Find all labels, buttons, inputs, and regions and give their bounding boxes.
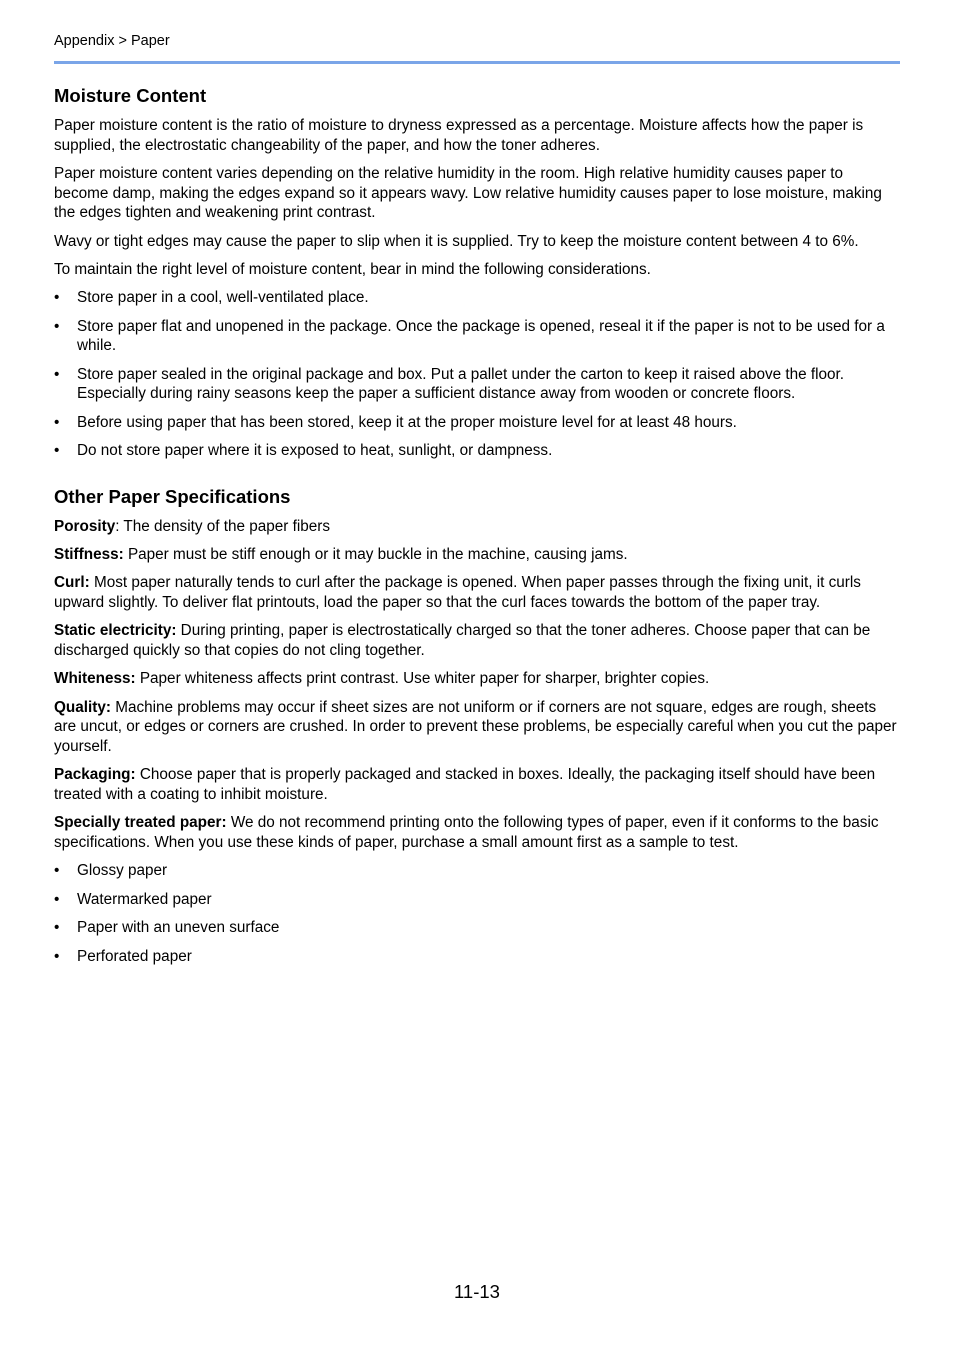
spec-specially-treated	[54, 813, 900, 852]
spec-text: : The density of the paper fibers	[115, 517, 331, 535]
list-item-text: Store paper sealed in the original package and box. Put a pallet under the carton to keep it raised above the floor. Especially during rainy seasons keep the paper a sufficient distance away from wooden or concrete floors.	[77, 365, 845, 403]
list-item-text: Before using paper that has been stored, keep it at the proper moisture level for at least 48 hours.	[77, 413, 737, 431]
list-item-text: Do not store paper where it is exposed to heat, sunlight, or dampness.	[77, 442, 553, 460]
spec-text: Choose paper that is properly packaged and stacked in boxes. Ideally, the packaging itself should have been treated with a coating to inhibit moisture.	[54, 766, 876, 803]
spec-term: Quality:	[54, 698, 111, 716]
list-item-text: Store paper flat and unopened in the package. Once the package is opened, reseal it if the paper is not to be used for a while.	[77, 317, 885, 355]
spec-text: Paper must be stiff enough or it may buckle in the machine, causing jams.	[123, 546, 628, 564]
paragraph: Paper moisture content varies depending on the relative humidity in the room. High relative humidity causes paper to become damp, making the edges expand so it appears wavy. Low relative humidity causes paper to lose moisture, making the edges tighten and weakening print contrast.	[54, 164, 882, 222]
spec-term: Static electricity:	[54, 622, 177, 640]
spec-quality	[54, 698, 900, 757]
page-number: 11-13	[454, 1281, 500, 1302]
list-item	[54, 413, 900, 433]
spec-text: During printing, paper is electrostatically charged so that the toner adheres. Choose paper that can be discharged quickly so that copies do not cling together.	[54, 622, 871, 660]
spec-packaging	[54, 765, 900, 804]
spec-term: Packaging:	[54, 766, 136, 784]
paragraph: Paper moisture content is the ratio of moisture to dryness expressed as a percentage. Moisture affects how the paper is supplied, the electrostatic changeability of the paper, and how the toner adheres.	[54, 117, 864, 154]
spec-term: Specially treated paper:	[54, 814, 227, 832]
bullet-glyph: •	[54, 862, 60, 880]
list-item	[54, 288, 900, 308]
spec-term: Whiteness:	[54, 670, 136, 688]
moisture-bullet-list	[54, 288, 900, 460]
bullet-glyph: •	[54, 442, 60, 460]
bullet-glyph: •	[54, 317, 60, 335]
bullet-glyph: •	[54, 365, 60, 383]
paragraph: Wavy or tight edges may cause the paper to slip when it is supplied. Try to keep the moisture content between 4 to 6%.	[54, 232, 859, 250]
section-heading-other-specs: Other Paper Specifications	[54, 485, 291, 507]
list-item	[54, 918, 900, 938]
spec-stiffness	[54, 545, 900, 565]
list-item	[54, 441, 900, 461]
bullet-glyph: •	[54, 919, 60, 937]
spec-text: Most paper naturally tends to curl after the package is opened. When paper passes through the fixing unit, it curls upward slightly. To deliver flat printouts, load the paper so that the curl faces towards the bottom of the paper tray.	[54, 574, 861, 612]
paragraph: To maintain the right level of moisture content, bear in mind the following considerations.	[54, 260, 651, 278]
bullet-glyph: •	[54, 947, 60, 965]
list-item-text: Perforated paper	[77, 947, 192, 965]
treated-paper-bullet-list	[54, 861, 900, 966]
list-item-text: Watermarked paper	[77, 890, 212, 908]
spec-text: We do not recommend printing onto the following types of paper, even if it conforms to the basic specifications. When you use these kinds of paper, purchase a small amount first as a sample to test.	[54, 814, 879, 851]
spec-text: Paper whiteness affects print contrast. Use whiter paper for sharper, brighter copies.	[135, 670, 710, 688]
spec-static-electricity	[54, 621, 900, 660]
bullet-glyph: •	[54, 289, 60, 307]
spec-whiteness	[54, 669, 900, 689]
list-item	[54, 890, 900, 910]
page-content	[54, 84, 900, 975]
breadcrumb: Appendix > Paper	[54, 33, 170, 49]
list-item	[54, 947, 900, 967]
spec-curl	[54, 573, 900, 612]
list-item-text: Store paper in a cool, well-ventilated place.	[77, 289, 369, 307]
bullet-glyph: •	[54, 890, 60, 908]
list-item-text: Paper with an uneven surface	[77, 919, 280, 937]
list-item	[54, 861, 900, 881]
section-heading-moisture: Moisture Content	[54, 85, 207, 106]
list-item	[54, 365, 900, 404]
spec-term: Curl:	[54, 574, 90, 592]
header-divider	[54, 61, 900, 64]
spec-text: Machine problems may occur if sheet sizes are not uniform or if corners are not square, edges are rough, sheets are uncut, or edges or corners are crushed. In order to prevent these problems, be especially careful when you cut the paper yourself.	[54, 698, 897, 756]
bullet-glyph: •	[54, 413, 60, 431]
spec-term: Stiffness:	[54, 546, 124, 564]
list-item-text: Glossy paper	[77, 862, 168, 880]
spec-porosity	[54, 517, 900, 537]
list-item	[54, 317, 900, 356]
spec-term: Porosity	[54, 517, 116, 535]
